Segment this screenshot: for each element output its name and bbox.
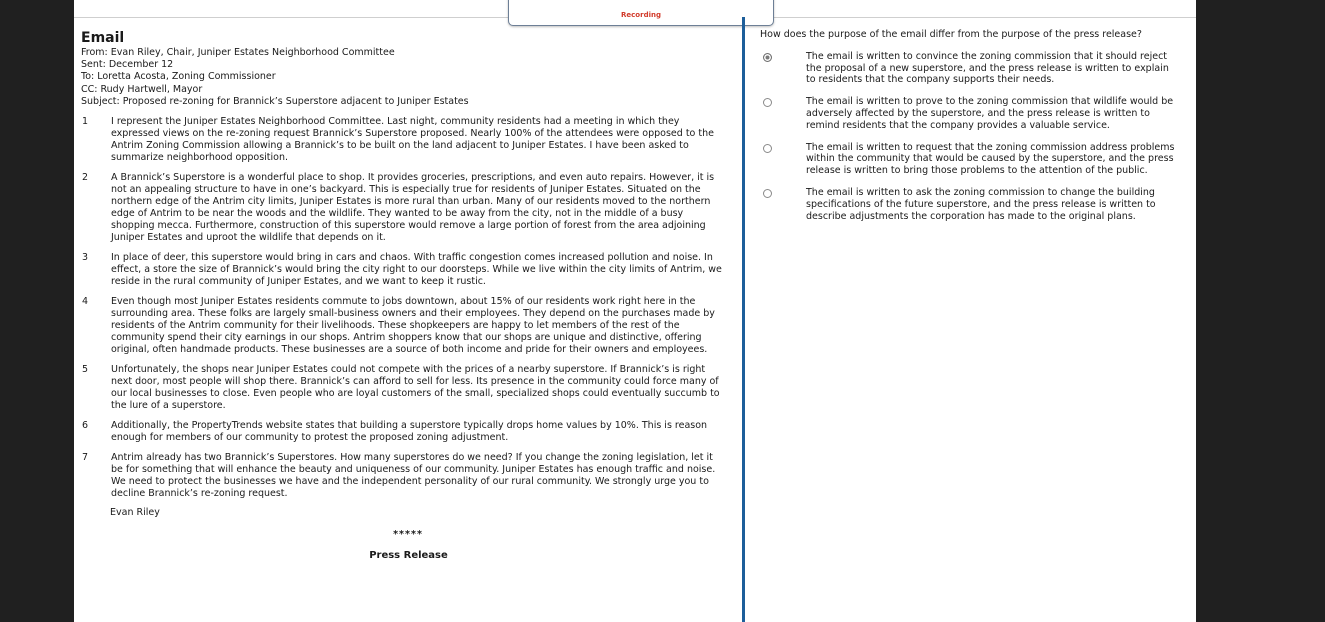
paragraph-number: 7 <box>82 452 89 464</box>
email-sent: Sent: December 12 <box>81 59 174 71</box>
email-to: To: Loretta Acosta, Zoning Commissioner <box>81 71 276 83</box>
answer-option-text[interactable]: The email is written to prove to the zoning commission that wildlife would be adversely affected by the superstore, and the press release is written to remind residents that the company provides a valuable service. <box>806 96 1174 131</box>
pane-divider[interactable] <box>742 17 745 622</box>
email-subject: Subject: Proposed re-zoning for Brannick’s Superstore adjacent to Juniper Estates <box>81 95 469 107</box>
paragraph-number: 6 <box>82 420 89 432</box>
section-separator: ***** <box>393 529 423 541</box>
passage-pane[interactable] <box>81 30 729 562</box>
answer-option-d[interactable] <box>758 187 1178 222</box>
answer-option-text[interactable]: The email is written to request that the zoning commission address problems within the community that would be caused by the superstore, and the press release is written to bring those problems to the attention of the public. <box>806 141 1175 177</box>
paragraph <box>81 172 729 244</box>
answer-option-text[interactable]: The email is written to ask the zoning commission to change the building specifications of the future superstore, and the press release is written to describe adjustments the corporation has made to the original plans. <box>806 186 1156 222</box>
paragraph-text: I represent the Juniper Estates Neighborhood Committee. Last night, community residents had a meeting in which they expressed views on the re-zoning request Brannick’s Superstore proposed. Nearly 100% of the attendees were opposed to the Antrim Zoning Commission allowing a Brannick’s to be built on the land adjacent to Juniper Estates. I have been asked to summarize neighborhood opposition. <box>111 116 714 164</box>
answer-option-c[interactable] <box>758 142 1178 177</box>
question-pane <box>758 29 1178 222</box>
recording-label: Recording <box>621 11 661 19</box>
email-title: Email <box>81 30 125 46</box>
email-cc: CC: Rudy Hartwell, Mayor <box>81 83 203 95</box>
radio-button[interactable] <box>763 189 772 198</box>
radio-button-selected[interactable] <box>763 53 772 62</box>
paragraph <box>81 452 729 500</box>
paragraph <box>81 116 729 164</box>
paragraph <box>81 252 729 288</box>
paragraph-number: 2 <box>82 172 89 184</box>
paragraph-number: 4 <box>82 296 89 308</box>
paragraph <box>81 364 729 412</box>
paragraph-text: Unfortunately, the shops near Juniper Estates could not compete with the prices of a nearby superstore. If Brannick’s is right next door, most people will shop there. Brannick’s can afford to sell for less. Its presence in the community could force many of our local businesses to close. Even people who are loyal customers of the small, specialized shops could eventually succumb to the lure of a superstore. <box>111 364 720 412</box>
paragraph <box>81 296 729 356</box>
paragraph-text: In place of deer, this superstore would bring in cars and chaos. With traffic congestion comes increased pollution and noise. In effect, a store the size of Brannick’s would bring the city right to our doorsteps. While we live within the city limits of Antrim, we reside in the rural community of Juniper Estates, and we want to keep it rustic. <box>111 252 722 288</box>
radio-button[interactable] <box>763 98 772 107</box>
radio-button[interactable] <box>763 144 772 153</box>
press-release-heading: Press Release <box>369 550 448 562</box>
recording-indicator[interactable] <box>508 0 774 26</box>
email-from: From: Evan Riley, Chair, Juniper Estates Neighborhood Committee <box>81 47 395 58</box>
email-signature: Evan Riley <box>110 507 160 519</box>
paragraph-number: 3 <box>82 252 89 264</box>
paragraph-text: Even though most Juniper Estates residents commute to jobs downtown, about 15% of our residents work right here in the surrounding area. These folks are largely small-business owners and their employees. They depend on the purchases made by residents of the Antrim community for their livelihoods. These shopkeepers are happy to let members of the rest of the community spend their city earnings in our shops. Antrim shoppers know that our shops are unique and distinctive, offering original, often handmade products. These businesses are a source of both income and pride for their owners and employees. <box>111 296 715 356</box>
paragraph-text: A Brannick’s Superstore is a wonderful place to shop. It provides groceries, prescriptions, and even auto repairs. However, it is not an appealing structure to have in one’s backyard. This is especially true for residents of Juniper Estates. Situated on the northern edge of the Antrim city limits, Juniper Estates is more rural than urban. Many of our residents moved to the northern edge of Antrim to be near the woods and the wildlife. They wanted to be away from the city, not in the middle of a busy shopping mecca. Furthermore, construction of this superstore would remove a large portion of forest from the area adjoining Juniper Estates and uproot the wildlife that depends on it. <box>111 172 715 244</box>
answer-option-text[interactable]: The email is written to convince the zoning commission that it should reject the proposal of a new superstore, and the press release is written to explain to residents that the company supports their needs. <box>806 50 1169 86</box>
test-page <box>74 0 1196 622</box>
paragraph-number: 5 <box>82 364 89 376</box>
answer-option-a[interactable] <box>758 51 1178 86</box>
paragraph <box>81 420 729 444</box>
paragraph-text: Antrim already has two Brannick’s Superstores. How many superstores do we need? If you change the zoning legislation, let it be for something that will enhance the beauty and uniqueness of our community. Juniper Estates has enough traffic and noise. We need to protect the businesses we have and the independent personality of our rural community. We strongly urge you to decline Brannick’s re-zoning request. <box>111 452 716 500</box>
answer-option-b[interactable] <box>758 96 1178 131</box>
paragraph-text: Additionally, the PropertyTrends website states that building a superstore typically drops home values by 10%. This is reason enough for members of our community to protest the proposed zoning adjustment. <box>111 420 708 444</box>
paragraph-number: 1 <box>82 116 89 128</box>
question-text: How does the purpose of the email differ from the purpose of the press release? <box>760 29 1142 40</box>
email-header <box>81 47 729 108</box>
